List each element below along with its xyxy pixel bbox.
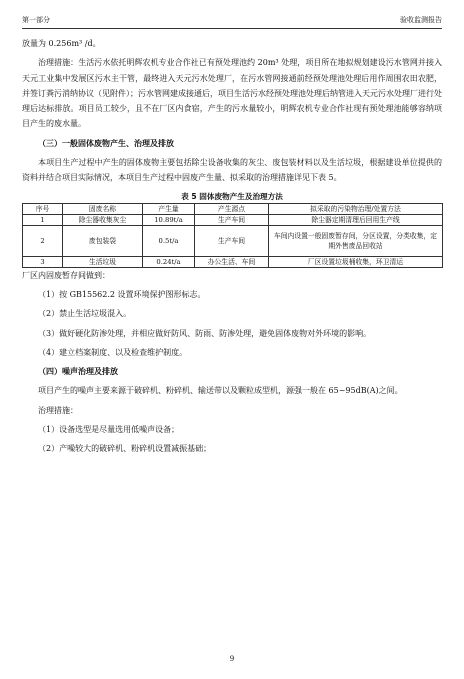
paragraph-wastewater-measures: 治理措施：生活污水依托明辉农机专业合作社已有预处理池约 20m³ 处理，项目所在地拟规划建设污水管网并接入天元工业集中发展区污水主干管，最终进入天元污水处理厂，在污水管网接通前经预处理池处理后用作周围农田农肥，并签订粪污消纳协议（见附件）；污水管网建成接通后，项目生活污水经预处理池处理后纳管进入天元污水处理厂进行处理后达标排放。项目员工较少，且不在厂区内食宿，产生的污水量较小，明辉农机专业合作社现有预处理池能够容纳项目产生的废水量。 <box>22 58 442 129</box>
table-cell: 生产车间 <box>195 225 269 256</box>
list-item: （1）设备选型是尽量选用低噪声设备； <box>38 425 180 435</box>
table-cell: 生产车间 <box>195 214 269 225</box>
paragraph-solid-waste: 本项目生产过程中产生的固体废物主要包括除尘设备收集的灰尘、废包装材料以及生活垃圾，根据建设单位提供的资料并结合项目实际情况，本项目生产过程中固废产生量、拟采取的治理措施详见下表 5。 <box>22 158 442 183</box>
table-cell: 除尘器收集灰尘 <box>63 214 143 225</box>
table-row <box>23 225 443 256</box>
table-row <box>23 214 443 225</box>
solid-waste-table <box>22 203 443 268</box>
header-cell: 产生量 <box>143 203 195 214</box>
list-item: （4）建立档案制度、以及检查维护制度。 <box>38 347 188 357</box>
page-body <box>22 36 442 457</box>
paragraph-storage-intro: 厂区内固废暂存间做到： <box>22 270 110 280</box>
page-header <box>22 14 442 29</box>
header-cell: 拟采取的污染物治理/处置方法 <box>269 203 443 214</box>
header-section: 第一部分 <box>22 16 50 24</box>
table-cell: 生活垃圾 <box>63 256 143 267</box>
table-cell: 除尘器定期清理后回用生产线 <box>269 214 443 225</box>
table-cell: 2 <box>23 225 63 256</box>
page-number: 9 <box>229 655 235 663</box>
list-item: （1）按 GB15562.2 设置环境保护图形标志。 <box>38 289 206 299</box>
list-item: （3）做好硬化防渗处理，并相应做好防风、防雨、防渗处理，避免固体废物对外环境的影响。 <box>38 328 372 338</box>
list-item: （2）禁止生活垃圾混入。 <box>38 309 132 319</box>
section-heading-noise: （四）噪声治理及排放 <box>38 367 118 377</box>
list-item: （2）产噪较大的破碎机、粉碎机设置减振基础； <box>38 444 212 454</box>
table-cell: 办公生活、车间 <box>195 256 269 267</box>
table-cell: 10.89t/a <box>143 214 195 225</box>
section-heading-solid-waste: （三）一般固体废物产生、治理及排放 <box>38 138 174 148</box>
table-cell: 车间内设置一般固废暂存间，分区设置，分类收集，定期外售废品回收站 <box>269 225 443 256</box>
table-header-row <box>23 203 443 214</box>
paragraph-noise: 项目产生的噪声主要来源于破碎机、粉碎机、输送带以及颗粒成型机，源强一般在 65~95dB(A)之间。 <box>38 386 403 396</box>
table-cell: 3 <box>23 256 63 267</box>
header-cell: 序号 <box>23 203 63 214</box>
table-cell: 0.5t/a <box>143 225 195 256</box>
table-cell: 1 <box>23 214 63 225</box>
header-cell: 产生源点 <box>195 203 269 214</box>
header-report-title: 验收监测报告 <box>400 16 442 24</box>
table-cell: 0.24t/a <box>143 256 195 267</box>
table-caption: 表 5 固体废物产生及治理方法 <box>181 191 283 201</box>
table-row <box>23 256 443 267</box>
table-cell: 废包装袋 <box>63 225 143 256</box>
table-cell: 厂区设置垃圾桶收集，环卫清运 <box>269 256 443 267</box>
paragraph-discharge: 放量为 0.256m³ /d。 <box>22 39 101 48</box>
header-cell: 固废名称 <box>63 203 143 214</box>
paragraph-measures-label: 治理措施： <box>38 405 78 415</box>
